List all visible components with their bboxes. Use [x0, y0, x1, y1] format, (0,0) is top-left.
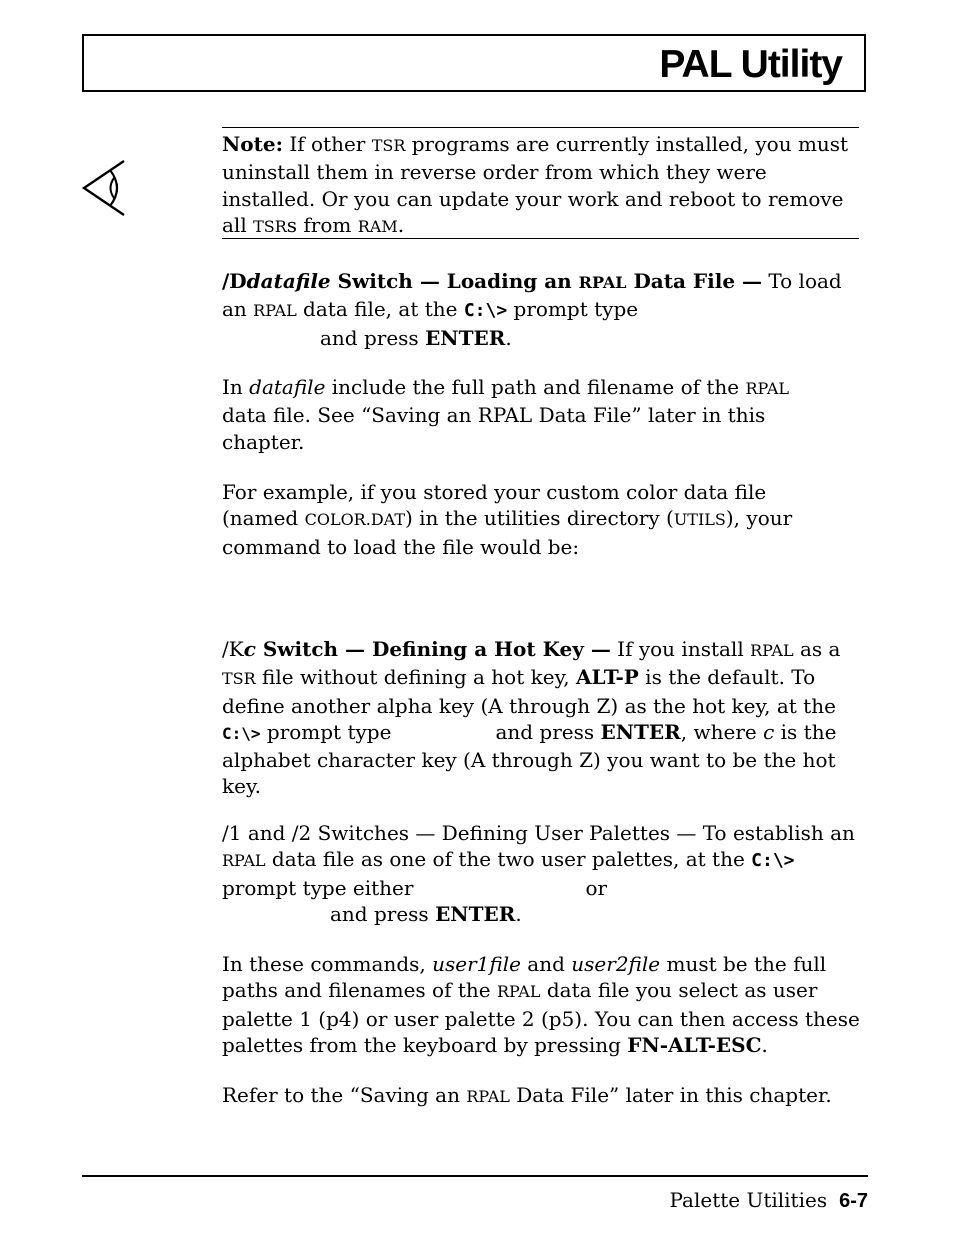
footer-rule: [82, 1175, 868, 1177]
heading-text: /K: [222, 637, 244, 661]
text: is the alphabet character key (A through Z) you want to be the hot key.: [222, 719, 837, 799]
datafile-paragraph: [222, 374, 832, 455]
small-caps: RPAL: [496, 982, 541, 1002]
small-caps: RPAL: [466, 1087, 510, 1106]
text: programs are currently installed, you must uninstall them in reverse order from which they were installed. Or you can update your work and reboot to remove all: [222, 132, 849, 237]
text: .: [505, 325, 512, 350]
dos-prompt: C:\>: [751, 850, 795, 872]
key-name: ENTER: [435, 901, 516, 926]
italic-term: user1file: [432, 952, 521, 976]
note-paragraph: [222, 131, 862, 240]
key-name: ENTER: [600, 719, 681, 744]
text: .: [397, 212, 405, 237]
user-files-paragraph: [222, 951, 862, 1058]
section-heading: [244, 637, 611, 661]
note-bottom-rule: [222, 238, 859, 239]
text: data file. See “Saving an RPAL Data File” later in this chapter.: [222, 403, 766, 454]
small-caps: UTILS: [673, 510, 726, 530]
key-name: ALT-P: [575, 665, 639, 690]
text: If other: [282, 132, 372, 156]
small-caps: RPAL: [578, 273, 627, 292]
text: data file as one of the two user palettes, at the: [265, 847, 752, 872]
text: and: [520, 952, 572, 976]
text: .: [515, 901, 522, 926]
text: and press: [320, 325, 426, 350]
small-caps: RPAL: [745, 379, 790, 398]
note-label: Note:: [222, 132, 283, 156]
heading-italic: c: [243, 637, 256, 661]
small-caps: TSR: [253, 216, 287, 236]
text: To load an: [222, 269, 842, 322]
page-footer: [669, 1188, 868, 1213]
note-top-rule: [222, 127, 859, 128]
text: and press: [495, 719, 601, 744]
heading-text: /D: [222, 269, 247, 293]
text: prompt type either: [222, 875, 414, 900]
small-caps: TSR: [371, 136, 406, 155]
user-palettes-section: [222, 820, 862, 927]
heading-text: Data File —: [626, 269, 763, 293]
key-name: ENTER: [425, 325, 506, 350]
refer-paragraph: [222, 1082, 862, 1110]
text: In: [222, 375, 250, 399]
text: data file you select as user palette 1 (p4) or user palette 2 (p5). You can then access these palettes from the keyboard by pressing: [222, 978, 860, 1057]
text: ), your command to load the file would be:: [222, 506, 793, 559]
text: For example, if you stored your custom color data file (named: [222, 480, 767, 531]
small-caps: RPAL: [253, 301, 297, 321]
text: Refer to the “Saving an: [222, 1083, 467, 1107]
text: or: [585, 875, 608, 900]
page-header: [82, 34, 866, 92]
text: .: [761, 1032, 768, 1057]
text: data file, at the: [296, 297, 464, 322]
text: prompt type: [507, 297, 639, 322]
footer-section-title: Palette Utilities: [669, 1188, 828, 1212]
text: prompt type: [260, 719, 392, 744]
heading-text: /1 and /2 Switches — Defining User Palettes — To establish an: [222, 821, 855, 845]
page-number: 6-7: [839, 1190, 868, 1212]
text: In these commands,: [222, 952, 433, 976]
small-caps: RAM: [357, 216, 398, 236]
heading-italic: datafile: [246, 269, 331, 293]
text: include the full path and filename of the: [325, 375, 746, 399]
datafile-switch-section: [222, 268, 862, 351]
text: file without defining a hot key,: [255, 665, 576, 690]
example-paragraph: [222, 479, 837, 560]
dos-prompt: C:\>: [463, 300, 508, 322]
text: If you install: [610, 637, 751, 661]
text: as a: [793, 637, 841, 661]
hotkey-switch-section: [222, 636, 867, 800]
italic-term: datafile: [249, 375, 326, 399]
heading-text: Switch — Loading an: [330, 269, 579, 293]
italic-term: user2file: [571, 952, 661, 976]
text: must be the full paths and filenames of the: [222, 952, 827, 1003]
text: is the default. To define another alpha key (A through Z) as the hot key, at the: [222, 665, 836, 718]
small-caps: RPAL: [750, 641, 794, 660]
section-heading: [222, 269, 762, 293]
dos-prompt: C:\>: [222, 723, 261, 743]
text: Data File” later in this chapter.: [509, 1083, 832, 1107]
heading-text: Switch — Defining a Hot Key —: [255, 637, 611, 661]
small-caps: COLOR.DAT: [304, 510, 405, 530]
text: ) in the utilities directory (: [405, 506, 674, 531]
italic-term: c: [763, 719, 775, 744]
small-caps: RPAL: [222, 851, 266, 871]
eye-icon: [80, 158, 132, 218]
text: , where: [680, 719, 764, 744]
key-name: FN-ALT-ESC: [627, 1032, 762, 1057]
small-caps: TSR: [222, 669, 256, 689]
page-title: PAL Utility: [659, 43, 842, 86]
text: s from: [286, 212, 358, 237]
text: and press: [330, 901, 436, 926]
